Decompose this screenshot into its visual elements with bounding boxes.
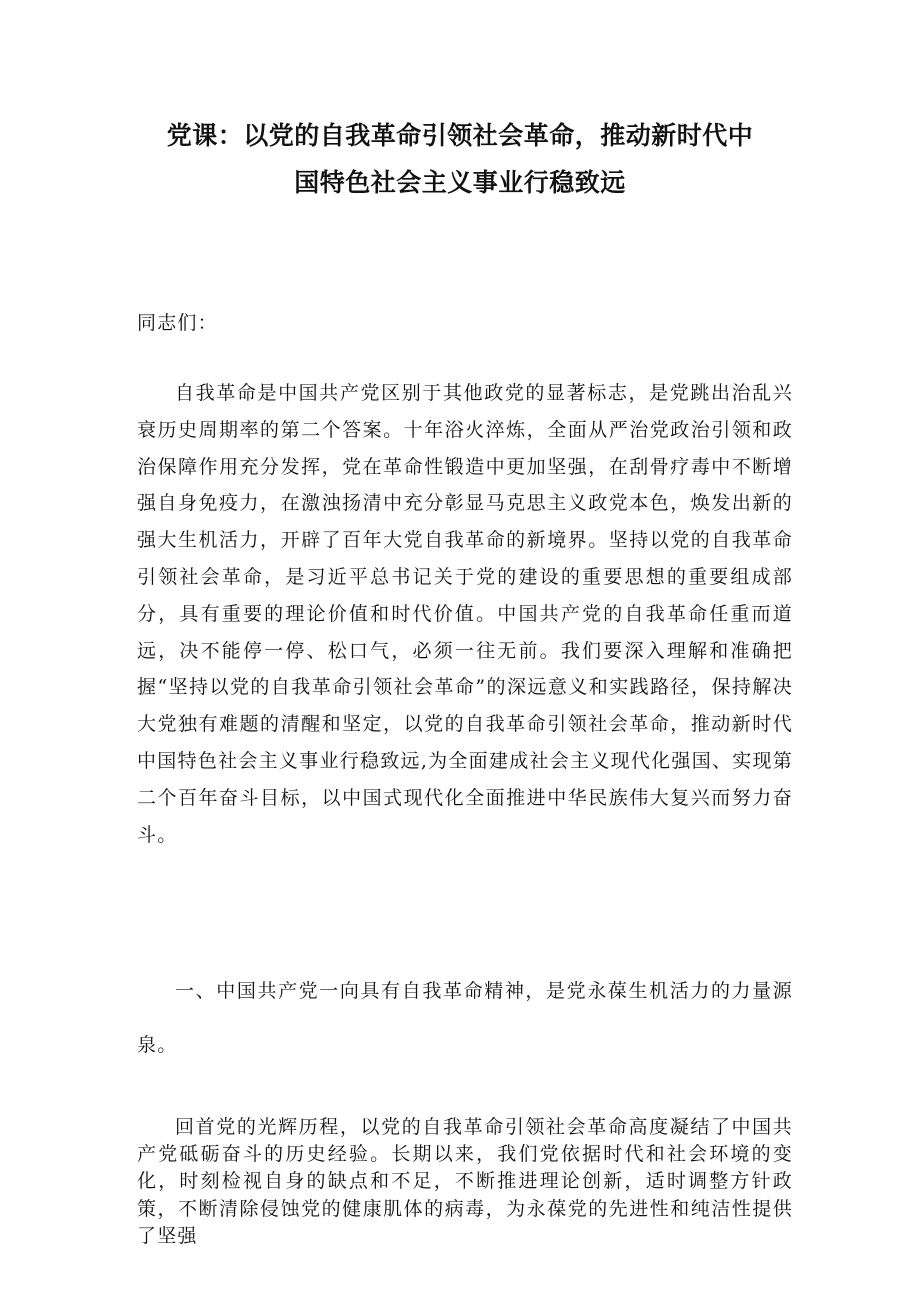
greeting: 同志们： — [137, 312, 218, 334]
document-title-line-2: 国特色社会主义事业行稳致远 — [294, 168, 626, 197]
document-title-line-1: 党课：以党的自我革命引领社会革命，推动新时代中 — [166, 121, 754, 150]
paragraph-section-1: 回首党的光辉历程，以党的自我革命引领社会革命高度凝结了中国共产党砥砺奋斗的历史经验。长期以来，我们党依据时代和社会环境的变化，时刻检视自身的缺点和不足，不断推进理论创新，适时调整方针政策，不断清除侵蚀党的健康肌体的病毒，为永葆党的先进性和纯洁性提供了坚强 — [137, 1116, 793, 1247]
section-heading-1: 一、中国共产党一向具有自我革命精神，是党永葆生机活力的力量源泉。 — [137, 980, 793, 1056]
paragraph-intro: 自我革命是中国共产党区别于其他政党的显著标志，是党跳出治乱兴衰历史周期率的第二个答案。十年浴火淬炼，全面从严治党政治引领和政治保障作用充分发挥，党在革命性锻造中更加坚强，在刮骨疗毒中不断增强自身免疫力，在激浊扬清中充分彰显马克思主义政党本色，焕发出新的强大生机活力，开辟了百年大党自我革命的新境界。坚持以党的自我革命引领社会革命，是习近平总书记关于党的建设的重要思想的重要组成部分，具有重要的理论价值和时代价值。中国共产党的自我革命任重而道远，决不能停一停、松口气，必须一往无前。我们要深入理解和准确把握“坚持以党的自我革命引领社会革命”的深远意义和实践路径，保持解决大党独有难题的清醒和坚定，以党的自我革命引领社会革命，推动新时代中国特色社会主义事业行稳致远,为全面建成社会主义现代化强国、实现第二个百年奋斗目标，以中国式现代化全面推进中华民族伟大复兴而努力奋斗。 — [137, 382, 793, 846]
